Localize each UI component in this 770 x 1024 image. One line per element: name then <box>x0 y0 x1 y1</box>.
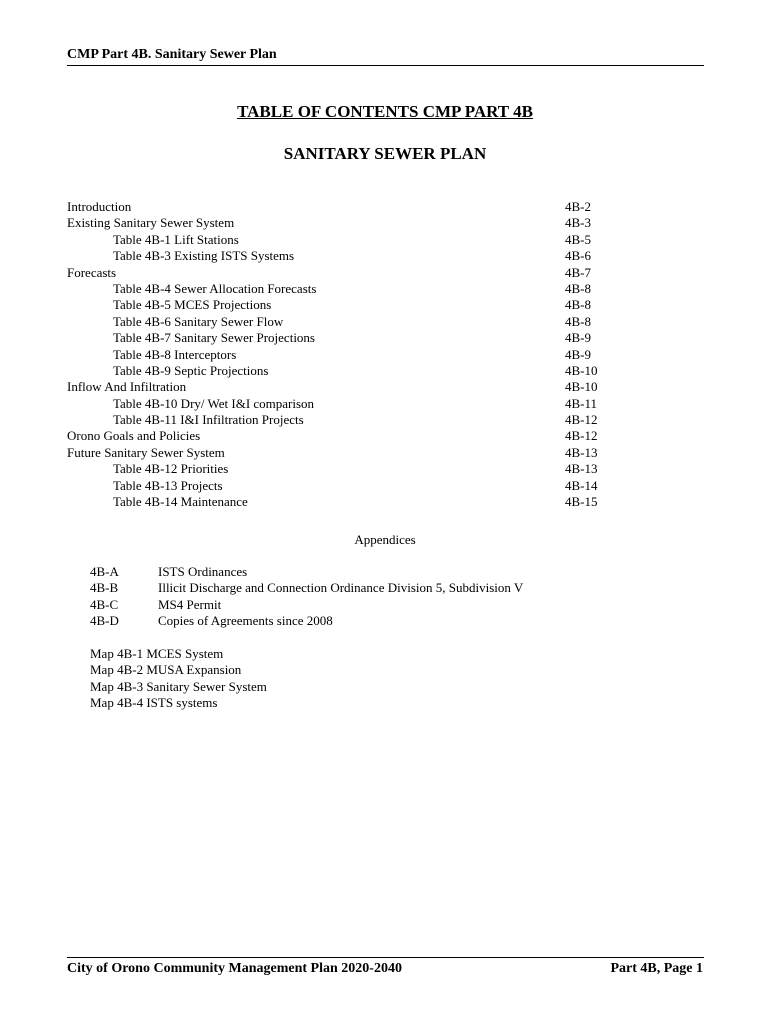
appendix-description: Copies of Agreements since 2008 <box>158 613 333 629</box>
toc-entry-page: 4B-12 <box>565 412 598 428</box>
appendix-code: 4B-C <box>90 596 119 612</box>
toc-entry-label: Table 4B-9 Septic Projections <box>113 362 269 378</box>
toc-entry-label: Forecasts <box>67 264 117 280</box>
document-title: TABLE OF CONTENTS CMP PART 4B <box>237 102 533 121</box>
toc-entry-page: 4B-6 <box>565 248 591 264</box>
toc-entry-label: Table 4B-7 Sanitary Sewer Projections <box>113 330 315 346</box>
toc-entry-page: 4B-2 <box>565 199 591 214</box>
toc-entry <box>67 330 627 346</box>
toc-entry <box>67 281 627 297</box>
toc-entry <box>67 297 627 313</box>
toc-entry-label: Table 4B-1 Lift Stations <box>113 231 239 247</box>
toc-entry-page: 4B-11 <box>565 395 598 411</box>
header-rule <box>67 65 704 66</box>
toc-entry <box>67 428 627 444</box>
toc-entry-label: Table 4B-4 Sewer Allocation Forecasts <box>113 280 317 296</box>
toc-entry-label: Table 4B-3 Existing ISTS Systems <box>113 248 295 264</box>
toc-entry-label: Table 4B-11 I&I Infiltration Projects <box>113 412 304 428</box>
toc-entry-label: Introduction <box>67 199 132 214</box>
toc-entry-page: 4B-8 <box>565 313 591 329</box>
toc-entry <box>67 396 627 412</box>
appendix-description: ISTS Ordinances <box>158 564 248 579</box>
toc-entry-page: 4B-9 <box>565 330 591 346</box>
toc-entry <box>67 412 627 428</box>
map-entry: Map 4B-2 MUSA Expansion <box>90 662 242 678</box>
toc-entry-page: 4B-14 <box>565 477 598 493</box>
map-list <box>90 646 267 712</box>
toc-entry-page: 4B-8 <box>565 297 591 313</box>
toc-entry <box>67 215 627 231</box>
toc-entry-page: 4B-5 <box>565 231 591 247</box>
toc-entry-label: Table 4B-10 Dry/ Wet I&I comparison <box>113 395 315 411</box>
toc-entry-page: 4B-10 <box>565 379 598 395</box>
toc-entry-label: Table 4B-8 Interceptors <box>113 346 237 362</box>
footer-rule <box>67 957 704 958</box>
appendices-heading: Appendices <box>354 532 416 547</box>
footer-title: City of Orono Community Management Plan 2020-2040 <box>67 961 402 976</box>
toc-entry <box>67 248 627 264</box>
toc-entry <box>67 494 627 510</box>
toc-entry <box>67 379 627 395</box>
appendix-description: Illicit Discharge and Connection Ordinance Division 5, Subdivision V <box>158 580 524 596</box>
map-entry: Map 4B-4 ISTS systems <box>90 695 218 711</box>
map-entry: Map 4B-3 Sanitary Sewer System <box>90 678 267 694</box>
toc-entry <box>67 363 627 379</box>
toc-entry-label: Inflow And Infiltration <box>67 379 187 395</box>
footer-page-number: Part 4B, Page 1 <box>610 961 703 976</box>
toc-entry-page: 4B-3 <box>565 215 591 231</box>
document-subtitle: SANITARY SEWER PLAN <box>283 144 487 163</box>
toc-entry-label: Table 4B-13 Projects <box>113 477 223 493</box>
toc-entry <box>67 461 627 477</box>
toc-entry <box>67 232 627 248</box>
toc-entry <box>67 199 627 215</box>
toc-entry-page: 4B-13 <box>565 444 598 460</box>
toc-entry-page: 4B-12 <box>565 428 598 444</box>
toc-entry <box>67 478 627 494</box>
map-entry: Map 4B-1 MCES System <box>90 646 224 661</box>
toc-entry-label: Table 4B-6 Sanitary Sewer Flow <box>113 313 284 329</box>
toc-entry <box>67 265 627 281</box>
toc-entry <box>67 445 627 461</box>
toc-entry <box>67 347 627 363</box>
toc-entry-label: Existing Sanitary Sewer System <box>67 215 235 231</box>
appendix-description: MS4 Permit <box>158 596 222 612</box>
toc-entry-page: 4B-13 <box>565 461 598 477</box>
toc-entry-label: Table 4B-5 MCES Projections <box>113 297 272 313</box>
toc-entry-page: 4B-10 <box>565 362 598 378</box>
appendix-code: 4B-A <box>90 564 119 579</box>
table-of-contents <box>67 199 627 510</box>
running-header: CMP Part 4B. Sanitary Sewer Plan <box>67 47 277 62</box>
toc-entry-label: Table 4B-12 Priorities <box>113 461 229 477</box>
toc-entry-page: 4B-9 <box>565 346 591 362</box>
toc-entry-page: 4B-7 <box>565 264 591 280</box>
toc-entry-label: Table 4B-14 Maintenance <box>113 494 248 510</box>
appendix-code: 4B-B <box>90 580 119 596</box>
toc-entry-page: 4B-8 <box>565 280 591 296</box>
toc-entry-label: Orono Goals and Policies <box>67 428 201 444</box>
toc-entry-page: 4B-15 <box>565 494 598 510</box>
toc-entry <box>67 314 627 330</box>
toc-entry-label: Future Sanitary Sewer System <box>67 444 225 460</box>
appendix-code: 4B-D <box>90 613 119 629</box>
